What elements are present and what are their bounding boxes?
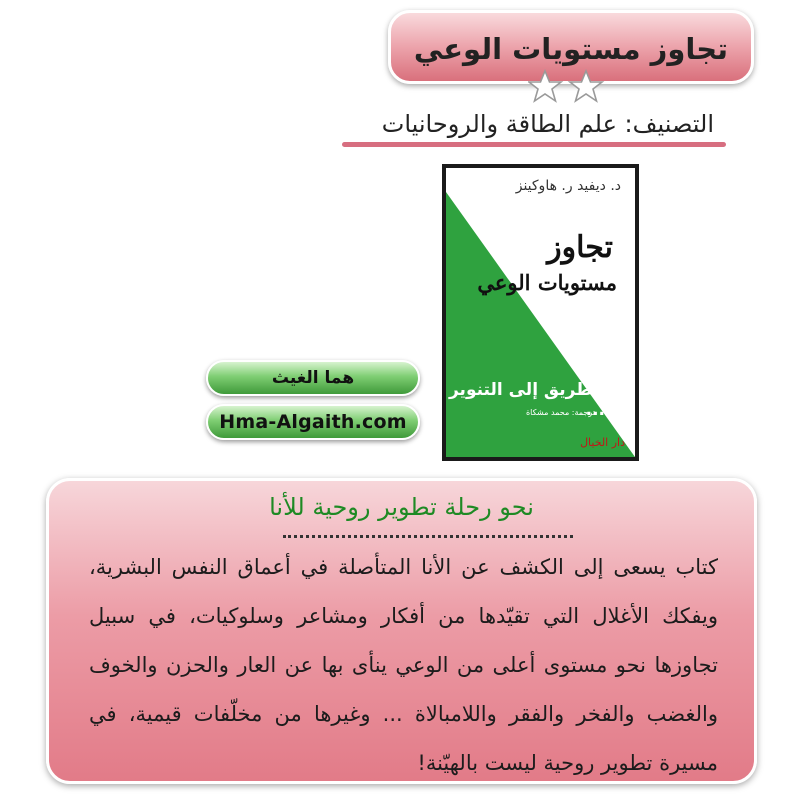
- category-label: التصنيف: علم الطاقة والروحانيات: [381, 110, 714, 138]
- star-icon: [529, 71, 561, 101]
- dotted-divider: [283, 535, 573, 538]
- rating-stars: [528, 68, 608, 108]
- book-cover-title: تجاوز: [547, 230, 613, 265]
- book-title: تجاوز مستويات الوعي: [413, 32, 729, 66]
- description-heading: نحو رحلة تطوير روحية للأنا: [269, 493, 534, 521]
- star-icon: [570, 71, 602, 101]
- category-underline: [342, 142, 726, 147]
- description-body: كتاب يسعى إلى الكشف عن الأنا المتأصلة في أعماق النفس البشرية، ويفكك الأغلال التي تقيّدها من أفكار ومشاعر وسلوكيات، في سبيل تجاوزها نحو مستوى أعلى من الوعي ينأى بها عن العار والحزن والخوف والغضب والفخر والفقر واللامبالاة ... وغيرها من مخلّفات قيمية، في مسيرة تطوير روحية ليست بالهيّنة!: [89, 555, 718, 775]
- book-author: د. ديفيد ر. هاوكينز: [515, 178, 621, 194]
- book-cover-image: [442, 164, 639, 461]
- book-cover-subtitle: الطريق إلى التنوير ...: [448, 380, 605, 420]
- site-url: Hma-Algaith.com: [219, 411, 407, 433]
- book-cover-title-line2: مستويات الوعي: [477, 270, 617, 295]
- site-url-button[interactable]: [206, 404, 420, 440]
- book-publisher-logo: دار الخيال: [580, 436, 625, 449]
- site-name: هما الغيث: [271, 368, 355, 388]
- site-name-button[interactable]: [206, 360, 420, 396]
- description-card: [46, 478, 757, 784]
- book-translator: ترجمة: محمد مشكاة: [525, 408, 595, 417]
